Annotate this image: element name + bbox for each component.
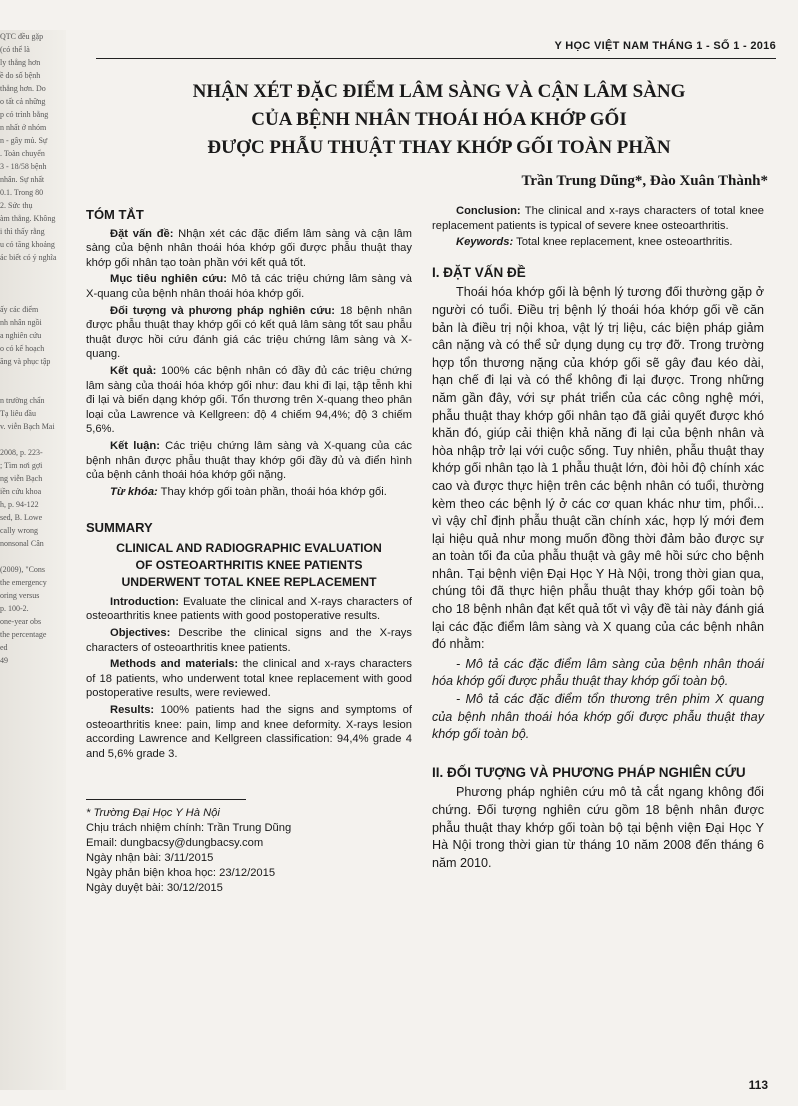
title-line: NHẬN XÉT ĐẶC ĐIỂM LÂM SÀNG VÀ CẬN LÂM SÀNG xyxy=(192,81,686,102)
bleed-line: cally wrong xyxy=(0,526,38,535)
bleed-line: (có thể là xyxy=(0,45,30,54)
bleed-line: ề do số bệnh xyxy=(0,71,41,80)
left-column xyxy=(86,200,412,896)
bleed-line: n nhất ở nhóm xyxy=(0,123,47,132)
bleed-line: ng viễn Bạch xyxy=(0,474,43,483)
summary-conclusion: Conclusion: The clinical and x-rays characters of total knee replacement patients is typical of severe knee osteoarthritis. xyxy=(432,205,764,232)
bleed-line: iền cứu khoa xyxy=(0,487,42,496)
footnote-rule xyxy=(86,799,246,800)
footnote-received: Ngày nhận bài: 3/11/2015 xyxy=(86,852,214,865)
objective-item: - Mô tả các đặc điểm tổn thương trên phim X quang của bệnh nhân thoái hóa khớp gối được phẫu thuật thay khớp gối toàn bộ. xyxy=(432,692,764,742)
title-line: CỦA BỆNH NHÂN THOÁI HÓA KHỚP GỐI xyxy=(251,109,627,130)
bleed-line: ; Tìm nơi gợi xyxy=(0,461,43,470)
bleed-line: oring versus xyxy=(0,591,40,600)
bleed-line xyxy=(0,368,66,381)
abstract-paragraph: Kết luận: Các triệu chứng lâm sàng và X-quang của các bệnh nhân được phẫu thuật thay khớp gối đầy đủ và điển hình của bệnh cảnh thoái hóa khớp gối nặng. xyxy=(86,439,412,482)
section-paragraph: Phương pháp nghiên cứu mô tả cắt ngang không đối chứng. Đối tượng nghiên cứu gồm 18 bệnh nhân được phẫu thuật thay khớp gối toàn bộ tại bệnh viện Đại Học Y Hà Nội trong thời gian từ tháng 10 năm 2008 đến tháng 6 năm 2010. xyxy=(432,785,764,870)
title-line: ĐƯỢC PHẪU THUẬT THAY KHỚP GỐI TOÀN PHẦN xyxy=(207,137,671,158)
bleed-line: u có tăng khoảng xyxy=(0,240,55,249)
section-methods xyxy=(432,766,764,873)
abstract-paragraph: Mục tiêu nghiên cứu: Mô tả các triệu chứng lâm sàng và X-quang của bệnh nhân thoái hóa khớp gối. xyxy=(86,273,412,300)
bleed-line: ác biết có ý nghĩa xyxy=(0,253,57,262)
section-introduction xyxy=(432,266,764,744)
bleed-line: o tất cả những xyxy=(0,97,46,106)
bleed-line xyxy=(0,433,66,446)
bleed-line: thẳng hơn. Do xyxy=(0,84,46,93)
bleed-line xyxy=(0,381,66,394)
bleed-line: p. 100-2. xyxy=(0,604,29,613)
bleed-line: (2009), "Cons xyxy=(0,565,46,574)
bleed-line: nonsonal Cân xyxy=(0,539,44,548)
bleed-line: 2. Sức thụ xyxy=(0,201,33,210)
abstract-paragraph: Kết quả: 100% các bệnh nhân có đầy đủ các triệu chứng lâm sàng của thoái hóa khớp gối như: đau khi đi lại, tập tễnh khi đi lại và biến dạng khớp gối. Tổn thương trên X-quang theo phân loại của Lawrence và Kellgreen: độ 4 chiếm 94,4%; độ 3 chiếm 5,6%. xyxy=(86,364,412,436)
bleed-line: àm thẳng. Không xyxy=(0,214,56,223)
abstract-paragraph: Đặt vấn đề: Nhận xét các đặc điểm lâm sàng và cận lâm sàng của bệnh nhân thoái hóa khớp gối được phẫu thuật thay khớp gối nhân tạo toàn phần với kết quả tốt. xyxy=(86,227,412,269)
right-column xyxy=(432,204,764,874)
authors: Trần Trung Dũng*, Đào Xuân Thành* xyxy=(521,173,768,189)
bleed-line: i thì thấy rằng xyxy=(0,227,45,236)
bleed-line: Tạ liêu đầu xyxy=(0,409,36,418)
footnote-responsible: Chịu trách nhiệm chính: Trần Trung Dũng xyxy=(86,822,292,835)
bleed-line: 49 xyxy=(0,656,8,665)
abstract-keywords: Từ khóa: Thay khớp gối toàn phần, thoái hóa khớp gối. xyxy=(110,485,387,498)
page-number: 113 xyxy=(748,1078,768,1092)
bleed-line: o có kế hoạch xyxy=(0,344,45,353)
footnote-affiliation: * Trường Đại Học Y Hà Nội xyxy=(86,807,220,820)
abstract-heading: TÓM TẮT xyxy=(86,207,144,222)
article-title xyxy=(110,78,768,162)
section-heading: II. ĐỐI TƯỢNG VÀ PHƯƠNG PHÁP NGHIÊN CỨU xyxy=(432,764,746,780)
running-header: Y HỌC VIỆT NAM THÁNG 1 - SỐ 1 - 2016 xyxy=(554,40,776,52)
bleed-line: one-year obs xyxy=(0,617,42,626)
bleed-line xyxy=(0,550,66,563)
bleed-line xyxy=(0,290,66,303)
bleed-line xyxy=(0,264,66,277)
summary-title: CLINICAL AND RADIOGRAPHIC EVALUATION OF OSTEOARTHRITIS KNEE PATIENTS UNDERWENT TOTAL KNEE REPLACEMENT xyxy=(116,540,382,589)
objective-item: - Mô tả các đặc điểm lâm sàng của bệnh nhân thoái hóa khớp gối được phẫu thuật thay khớp gối toàn bộ. xyxy=(432,656,764,689)
bleed-line: the percentage xyxy=(0,630,47,639)
bleed-line: the emergency xyxy=(0,578,47,587)
summary-paragraph: Methods and materials: the clinical and x-rays characters of 18 patients, who underwent total knee replacement with good postoperative results, were reviewed. xyxy=(86,658,413,700)
bleed-line: . Toàn chuyển xyxy=(0,149,45,158)
summary-heading: SUMMARY xyxy=(86,520,153,536)
bleed-line: ly thẳng hơn xyxy=(0,58,41,67)
header-rule xyxy=(96,58,776,59)
bleed-line: v. viễn Bạch Mai xyxy=(0,422,55,431)
bleed-line: ấy các điểm xyxy=(0,305,39,314)
adjacent-page-bleed xyxy=(0,30,66,1090)
bleed-line: 3 - 18/58 bệnh xyxy=(0,162,47,171)
bleed-line: nh nhân ngồi xyxy=(0,318,42,327)
bleed-line: ed xyxy=(0,643,8,652)
abstract-paragraph: Đối tượng và phương pháp nghiên cứu: 18 bệnh nhân được phẫu thuật thay khớp gối có kết quả lâm sàng tốt sau phẫu thuật được hồi cứu đánh giá các triệu chứng lâm sàng và X-quang. xyxy=(86,304,412,361)
section-paragraph: Thoái hóa khớp gối là bệnh lý tương đối thường gặp ở người có tuổi. Điều trị bệnh lý thoái hóa khớp gối về căn bản là điều trị nội khoa, vật lý trị liệu, các biện pháp giảm cân nặng và có thể sử dụng dụng cụ trợ đỡ. Trong trường hợp tổn thương nặng của khớp gối sẽ gây đau kéo dài, hạn chế đi lại và có thể không đi lại được. Trong những năm gần đây, với sự phát triển của các công nghệ mới, phẫu thuật thay khớp gối nhân tạo đã giải quyết được khó khăn đó, giúp cải thiện khả năng đi lại của bệnh nhân và hòa nhập trở lại với cuộc sống. Tuy nhiên, phẫu thuật thay khớp gối nhân tạo là 1 phẫu thuật lớn, đòi hỏi độ chính xác cao và được thực hiện trên các bệnh nhân có tuổi, thường kèm theo các bệnh lý ở các cơ quan khác như tim, phổi... vì vậy chỉ định phẫu thuật cần chính xác, hợp lý mới đem lại hiệu quả như mong muốn đồng thời đảm bảo được sự an toàn tối đa của phẫu thuật và gây mê hồi sức cho bệnh nhân. Tại bệnh viện Đại Học Y Hà Nội, trong thời gian qua, chúng tôi đã thực hiện phẫu thuật thay khớp gối toàn bộ cho 18 bệnh nhân đạt kết quả tốt vì vậy đề tài này đánh giá lại các đặc điểm lâm sàng và X quang của các bệnh nhân đó nhằm: xyxy=(432,285,764,652)
summary-paragraph: Introduction: Evaluate the clinical and X-rays characters of osteoarthritis knee patients with good postoperative results. xyxy=(86,595,412,623)
bleed-line: nhân. Sự nhất xyxy=(0,175,45,184)
summary-paragraph: Results: 100% patients had the signs and symptoms of osteoarthritis knee: pain, limp and knee deformity. X-rays lesion according Lawrence and Kellgreen classification: 94,4% grade 4 and 5,6% grade 3. xyxy=(86,704,412,760)
bleed-line xyxy=(0,277,66,290)
section-heading: I. ĐẶT VẤN ĐỀ xyxy=(432,264,526,280)
footnote-email: Email: dungbacsy@dungbacsy.com xyxy=(86,837,264,850)
summary-keywords: Keywords: Total knee replacement, knee osteoarthritis. xyxy=(456,236,733,249)
footnote-accepted: Ngày duyệt bài: 30/12/2015 xyxy=(86,882,223,895)
bleed-line: p có trình bằng xyxy=(0,110,49,119)
bleed-line: n - gây mủ. Sự xyxy=(0,136,48,145)
bleed-line: 0.1. Trong 80 xyxy=(0,188,44,197)
bleed-line: n trường chẩn xyxy=(0,396,45,405)
bleed-line: h, p. 94-122 xyxy=(0,500,39,509)
bleed-line: QTC đều gặp xyxy=(0,32,44,41)
bleed-line: a nghiên cứu xyxy=(0,331,42,340)
footnote-reviewed: Ngày phản biện khoa học: 23/12/2015 xyxy=(86,867,276,880)
summary-paragraph: Objectives: Describe the clinical signs and the X-rays characters of osteoarthritis knee patients. xyxy=(86,627,412,654)
bleed-line: sed, B. Lowe xyxy=(0,513,43,522)
bleed-line: ăng và phục tập xyxy=(0,357,51,366)
bleed-line: 2008, p. 223- xyxy=(0,448,43,457)
